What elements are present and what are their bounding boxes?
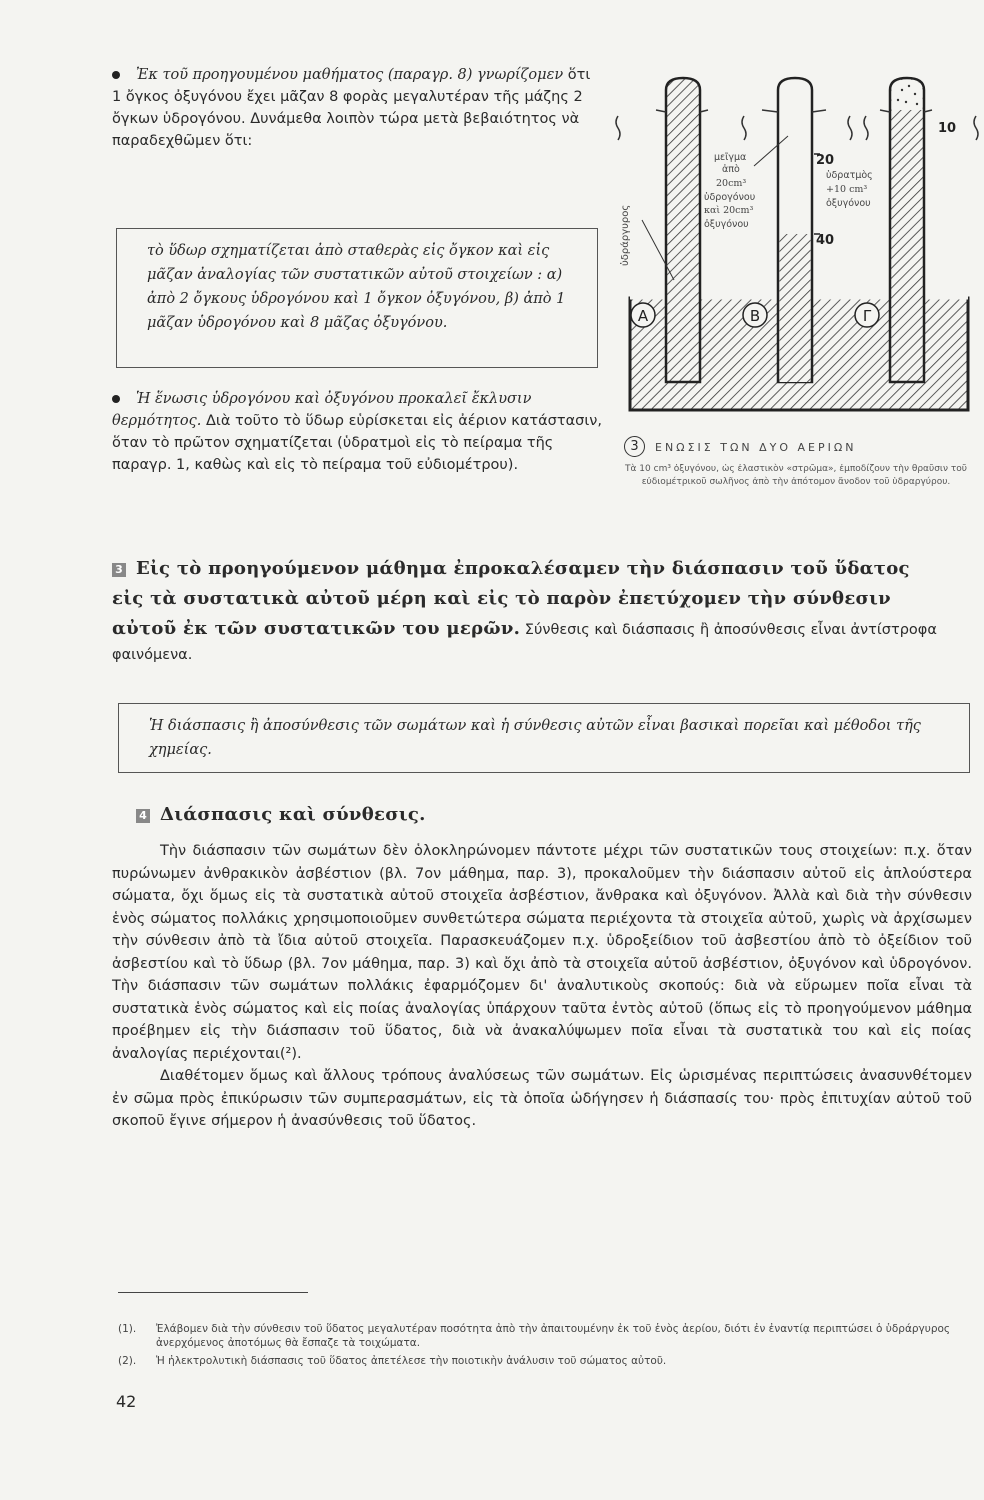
footnote-divider (118, 1292, 308, 1293)
mix-label-6: ὀξυγόνου (704, 219, 749, 230)
mix-label-1: μεῖγμα (714, 152, 747, 163)
mix-label-3: 20cm³ (716, 178, 747, 189)
steam-label-2: +10 cm³ (826, 184, 868, 195)
bullet-icon (112, 71, 120, 79)
bullet-icon (112, 395, 120, 403)
footnote-1-number: (1). (118, 1323, 137, 1335)
tube-b-label: Β (749, 307, 761, 325)
section-4-icon: 4 (136, 809, 150, 823)
section-3-paragraph (112, 554, 946, 666)
footnote-1-text: Ἐλάβομεν διὰ τὴν σύνθεσιν τοῦ ὕδατος μεγαλυτέραν ποσότητα ἀπὸ τὴν ἀπαιτουμένην ἐκ τοῦ ἑνὸς ἀερίου, διότι ἐν ἐναντίᾳ περιπτώσει ὁ ὑδράργυρος ἀνερχόμενος ἀποτόμως θὰ ἔσπαζε τὰ τοιχώματα. (156, 1323, 951, 1349)
intro-text: ὅτι 1 ὄγκος ὀξυγόνου ἔχει μᾶζαν 8 φορὰς μεγαλυτέραν τῆς μάζης 2 ὄγκων ὑδρογόνου. Δυνάμεθα λοιπὸν τώρα μετὰ βεβαιότητος νὰ παραδεχθῶμεν ὅτι: (112, 67, 591, 149)
section-4-body (112, 840, 972, 1133)
mix-label-2: ἀπὸ (722, 164, 740, 175)
heat-italic: Ἡ ἕνωσις ὑδρογόνου καὶ ὀξυγόνου προκαλεῖ ἔκλυσιν θερμότητος. (112, 391, 532, 429)
decomposition-box (118, 703, 970, 773)
figure-title: ΕΝΩΣΙΣ ΤΩΝ ΔΥΟ ΑΕΡΙΩΝ (655, 441, 857, 454)
mix-label-5: καὶ 20cm³ (704, 205, 754, 216)
water-composition-box (116, 228, 598, 368)
eudiometer-figure (604, 70, 980, 420)
heat-text: Διὰ τοῦτο τὸ ὕδωρ εὑρίσκεται εἰς ἀέριον κατάστασιν, ὅταν τὸ πρῶτον σχηματίζεται (ὑδρατμοὶ εἰς τὸ πείραμα τῆς παραγρ. 1, καθὼς καὶ εἰς τὸ πείραμα τοῦ εὐδιομέτρου). (112, 413, 602, 473)
mark-10: 10 (938, 121, 957, 136)
section-4-title: Διάσπασις καὶ σύνθεσις. (160, 804, 426, 825)
figure-number: 3 (624, 436, 645, 457)
footnote-2 (118, 1354, 968, 1368)
mix-label-4: ὑδρογόνου (704, 192, 756, 203)
water-composition-text: τὸ ὕδωρ σχηματίζεται ἀπὸ σταθερὰς εἰς ὄγκον καὶ εἰς μᾶζαν ἀναλογίας τῶν συστατικῶν αὐτοῦ στοιχείων : α) ἀπὸ 2 ὄγκους ὑδρογόνου καὶ 1 ὄγκον ὀξυγόνου, β) ἀπὸ 1 μᾶζαν ὑδρογόνου καὶ 8 μᾶζας ὀξυγόνου. (147, 243, 566, 331)
figure-caption-title-row (624, 436, 968, 457)
section-3-icon: 3 (112, 563, 126, 577)
section-4-paragraph-1: Τὴν διάσπασιν τῶν σωμάτων δὲν ὁλοκληρώνομεν πάντοτε μέχρι τῶν συστατικῶν τους στοιχείων: π.χ. ὅταν πυρώνωμεν ἀνθρακικὸν ἀσβέστιον (βλ. 7ον μάθημα, παρ. 3), προκαλοῦμεν τὴν διάσπασιν αὐτοῦ εἰς ἁπλούστερα σώματα, ὄχι ὅμως εἰς τὰ συστατικὰ αὐτοῦ στοιχεῖα ἀσβέστιον, ἄνθρακα καὶ ὀξυγόνον. Ἀλλὰ καὶ διὰ τὴν σύνθεσιν ἑνὸς σώματος πολλάκις χρησιμοποιοῦμεν συνθετώτερα σώματα περιέχοντα τὰ στοιχεῖα αὐτοῦ, χωρὶς νὰ ἀρχίσωμεν τὴν σύνθεσιν ἀπὸ τὰ ἴδια αὐτοῦ στοιχεῖα. Παρασκευάζομεν π.χ. ὑδροξείδιον τοῦ ἀσβεστίου ἀπὸ τὸ ὀξείδιον τοῦ ἀσβεστίου καὶ τὸ ὕδωρ (βλ. 7ον μάθημα, παρ. 3) καὶ ὄχι ἀπὸ τὰ στοιχεῖα αὐτοῦ ἀσβέστιον, ὀξυγόνον καὶ ὑδρογόνον. Τὴν διάσπασιν τῶν σωμάτων πολλάκις ἐφαρμόζομεν δι' ἀναλυτικοὺς σκοπούς: διὰ νὰ εὕρωμεν ποῖα εἶναι τὰ συστατικὰ ἑνὸς σώματος καὶ εἰς ποίας ἀναλογίας ὑπάρχουν ταῦτα ἐντὸς αὐτοῦ (ὅπως εἰς τὸ προηγούμενον μάθημα προέβημεν εἰς τὴν διάσπασιν τοῦ ὕδατος, διὰ νὰ ἀνακαλύψωμεν ποῖα εἶναι τὰ συστατικὰ του καὶ εἰς ποίας ἀναλογίας περιέχονται(²). (112, 843, 972, 1062)
section-4-heading (136, 800, 426, 830)
decomposition-text: Ἡ διάσπασις ἢ ἀποσύνθεσις τῶν σωμάτων καὶ ἡ σύνθεσις αὐτῶν εἶναι βασικαὶ πορεῖαι καὶ μέθοδοι τῆς χημείας. (149, 718, 921, 758)
footnote-2-number: (2). (118, 1355, 137, 1367)
section-3-bold: Εἰς τὸ προηγούμενον μάθημα ἐπροκαλέσαμεν τὴν διάσπασιν τοῦ ὕδατος εἰς τὰ συστατικὰ αὐτοῦ μέρη καὶ εἰς τὸ παρὸν ἐπετύχομεν τὴν σύνθεσιν αὐτοῦ ἐκ τῶν συστατικῶν του μερῶν. (112, 558, 910, 639)
tube-a-label: Α (637, 307, 649, 325)
intro-paragraph (112, 64, 602, 152)
mark-20: 20 (816, 153, 835, 168)
mark-40: 40 (816, 233, 835, 248)
footnotes (118, 1322, 968, 1368)
figure-caption (624, 436, 968, 489)
page-number: 42 (116, 1392, 137, 1411)
tube-c-label: Γ (862, 307, 872, 325)
section-4-paragraph-2: Διαθέτομεν ὅμως καὶ ἄλλους τρόπους ἀναλύσεως τῶν σωμάτων. Εἰς ὡρισμένας περιπτώσεις ἀνασυνθέτομεν ἐν σῶμα πρὸς ἐπικύρωσιν τῶν συμπερασμάτων, εἰς τὰ ὁποῖα ὡδήγησεν ἡ διάσπασίς του· πρὸς ἐπιτυχίαν αὐτοῦ τοῦ σκοποῦ ἔγινε σήμερον ἡ ἀνασύνθεσις τοῦ ὕδατος. (112, 1068, 972, 1129)
steam-label-3: ὀξυγόνου (826, 198, 871, 209)
figure-caption-text: Τὰ 10 cm³ ὀξυγόνου, ὡς ἐλαστικὸν «στρῶμα», ἐμποδίζουν τὴν θραῦσιν τοῦ εὐδιομέτρικοῦ σωλῆνος ἀπὸ τὴν ἀπότομον ἄνοδον τοῦ ὑδραργύρου. (625, 464, 967, 487)
intro-italic: Ἐκ τοῦ προηγουμένου μαθήματος (παραγρ. 8) γνωρίζομεν (136, 67, 564, 83)
footnote-1 (118, 1322, 968, 1350)
steam-label-1: ὑδρατμὸς (826, 170, 873, 181)
section-3-text: Σύνθεσις καὶ διάσπασις ἢ ἀποσύνθεσις εἶναι ἀντίστροφα φαινόμενα. (112, 622, 937, 663)
side-label: ὑδράργυρος (620, 204, 631, 266)
heat-paragraph (112, 388, 602, 476)
footnote-2-text: Ἡ ἠλεκτρολυτικὴ διάσπασις τοῦ ὕδατος ἀπετέλεσε τὴν ποιοτικὴν ἀνάλυσιν τοῦ σώματος αὐτοῦ. (156, 1355, 667, 1367)
